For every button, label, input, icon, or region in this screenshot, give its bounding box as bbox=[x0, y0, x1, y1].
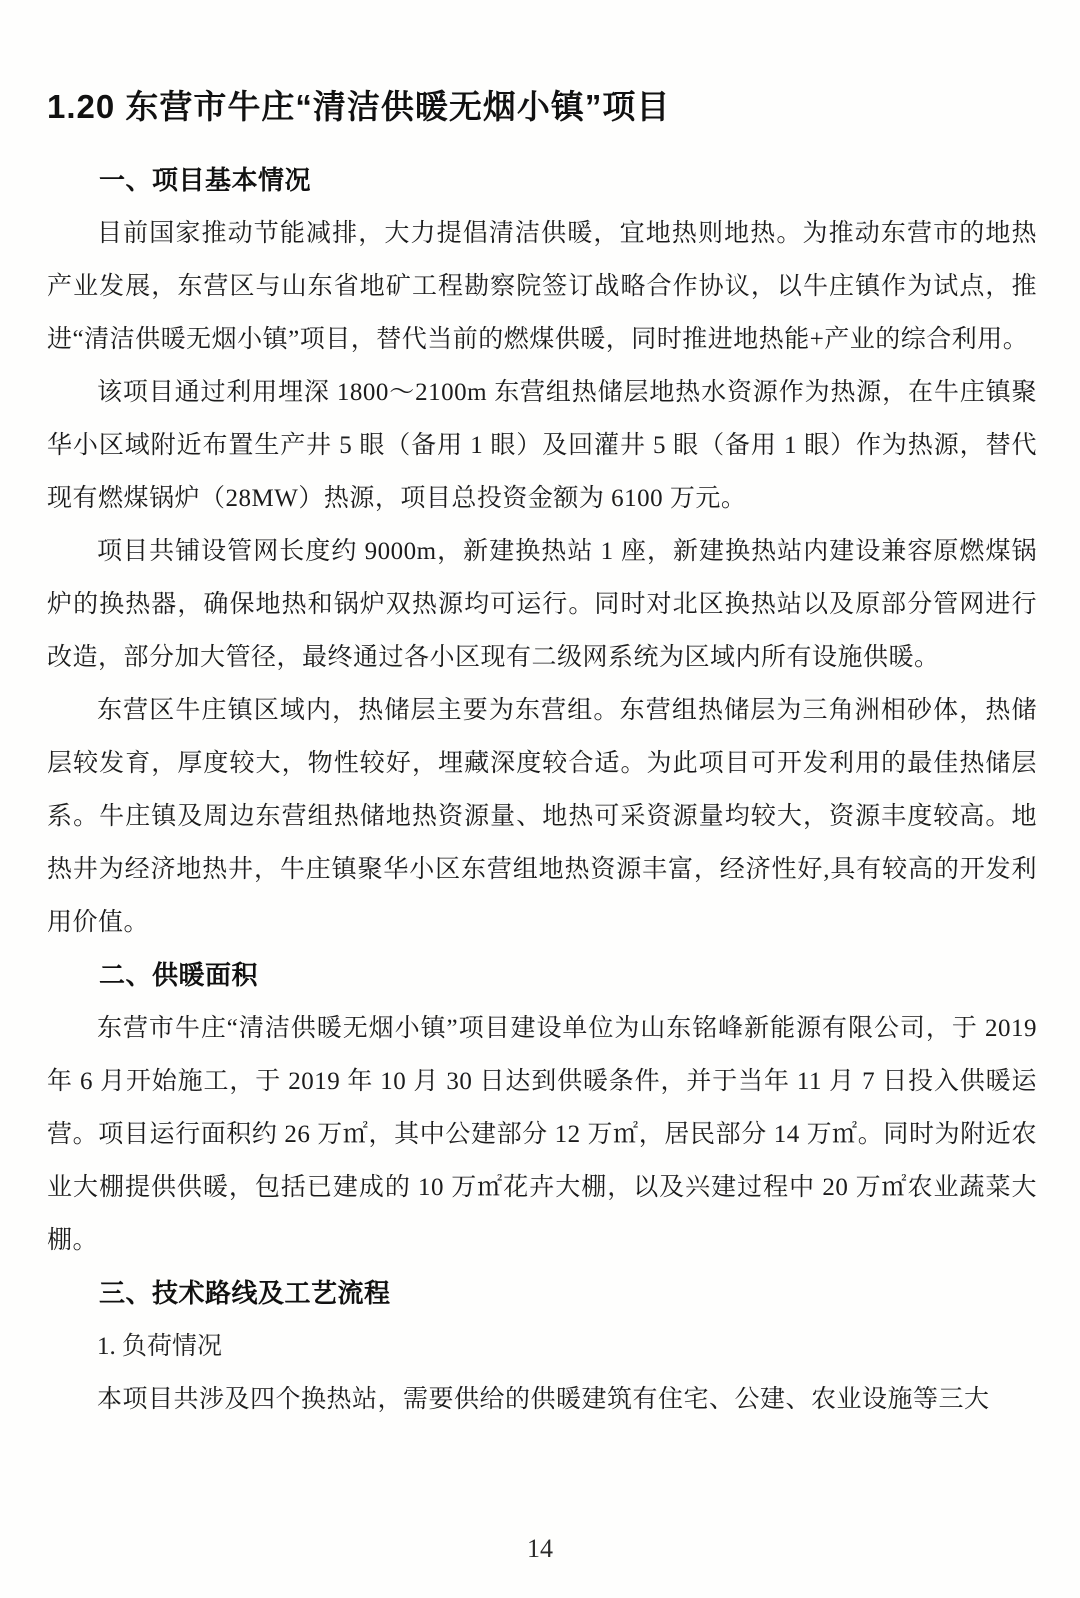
section1-paragraph-4: 东营区牛庄镇区域内，热储层主要为东营组。东营组热储层为三角洲相砂体，热储层较发育，厚度较大，物性较好，埋藏深度较合适。为此项目可开发利用的最佳热储层系。牛庄镇及周边东营组热储地热资源量、地热可采资源量均较大，资源丰度较高。地热井为经济地热井，牛庄镇聚华小区东营组地热资源丰富，经济性好,具有较高的开发利用价值。 bbox=[47, 697, 1037, 936]
section2-paragraph-1: 东营市牛庄“清洁供暖无烟小镇”项目建设单位为山东铭峰新能源有限公司，于 2019 年 6 月开始施工，于 2019 年 10 月 30 日达到供暖条件，并于当年 11 月 7 日投入供暖运营。项目运行面积约 26 万㎡，其中公建部分 12 万㎡，居民部分 14 万㎡。同时为附近农业大棚提供供暖，包括已建成的 10 万㎡花卉大棚，以及兴建过程中 20 万㎡农业蔬菜大棚。 bbox=[47, 1015, 1037, 1254]
section3-subheading: 1. 负荷情况 bbox=[97, 1333, 223, 1360]
section3-heading: 三、技术路线及工艺流程 bbox=[99, 1278, 391, 1308]
document-content bbox=[47, 0, 1037, 1426]
section1-paragraph-3: 项目共铺设管网长度约 9000m，新建换热站 1 座，新建换热站内建设兼容原燃煤锅炉的换热器，确保地热和锅炉双热源均可运行。同时对北区换热站以及原部分管网进行改造，部分加大管径，最终通过各小区现有二级网系统为区域内所有设施供暖。 bbox=[47, 538, 1037, 671]
section1-paragraph-1: 目前国家推动节能减排，大力提倡清洁供暖，宜地热则地热。为推动东营市的地热产业发展，东营区与山东省地矿工程勘察院签订战略合作协议，以牛庄镇作为试点，推进“清洁供暖无烟小镇”项目，替代当前的燃煤供暖，同时推进地热能+产业的综合利用。 bbox=[47, 220, 1037, 353]
section1-paragraph-2: 该项目通过利用埋深 1800～2100m 东营组热储层地热水资源作为热源，在牛庄镇聚华小区域附近布置生产井 5 眼（备用 1 眼）及回灌井 5 眼（备用 1 眼）作为热源，替代现有燃煤锅炉（28MW）热源，项目总投资金额为 6100 万元。 bbox=[47, 379, 1037, 512]
section2-heading: 二、供暖面积 bbox=[99, 960, 259, 990]
document-title: 1.20 东营市牛庄“清洁供暖无烟小镇”项目 bbox=[47, 88, 671, 125]
section3-paragraph-1: 本项目共涉及四个换热站，需要供给的供暖建筑有住宅、公建、农业设施等三大 bbox=[97, 1386, 990, 1413]
page-number: 14 bbox=[527, 1534, 553, 1563]
section1-heading: 一、项目基本情况 bbox=[99, 165, 312, 195]
